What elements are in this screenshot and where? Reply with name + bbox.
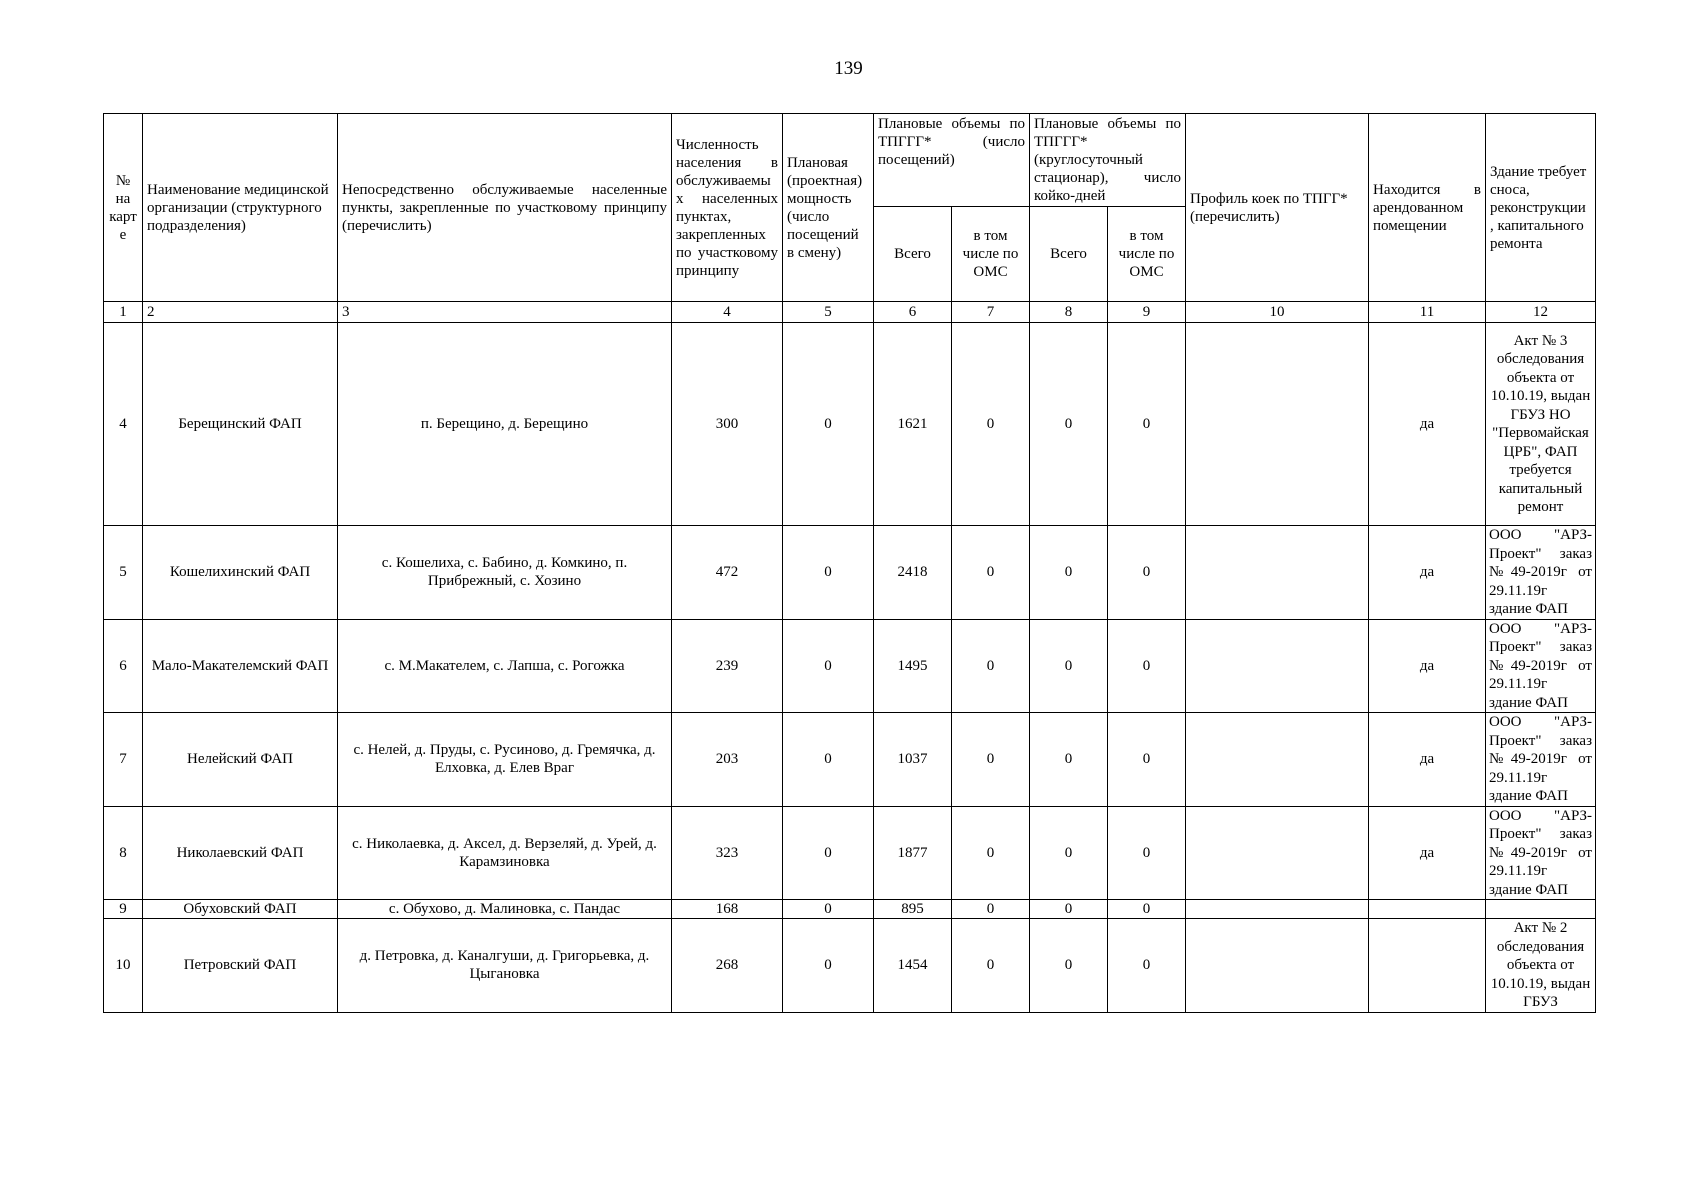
row-organization: Обуховский ФАП [143, 900, 338, 919]
header-planned-visits: Плановые объемы по ТПГГГ* (число посещений) [874, 114, 1030, 207]
row-number: 5 [104, 526, 143, 620]
row-number: 7 [104, 713, 143, 807]
row-renovation-remark: ООО "АРЗ-Проект" заказ №49-2019г от 29.11.19г здание ФАП [1486, 806, 1596, 900]
column-number: 1 [104, 302, 143, 323]
row-organization: Мало-Макателемский ФАП [143, 619, 338, 713]
row-settlements: с. М.Макателем, с. Лапша, с. Рогожка [338, 619, 672, 713]
row-renovation-remark: Акт № 3 обследования объекта от 10.10.19, выдан ГБУЗ НО "Первомайская ЦРБ", ФАП требуется капитальный ремонт [1486, 323, 1596, 526]
row-settlements: с. Николаевка, д. Аксел, д. Верзеляй, д. Урей, д. Карамзиновка [338, 806, 672, 900]
row-visits-oms: 0 [952, 526, 1030, 620]
row-visits-oms: 0 [952, 919, 1030, 1013]
table-row [104, 806, 1596, 900]
row-number: 9 [104, 900, 143, 919]
row-visits-oms: 0 [952, 323, 1030, 526]
header-visits-oms: в том числе по ОМС [952, 207, 1030, 302]
row-renovation-remark: ООО "АРЗ-Проект" заказ №49-2019г от 29.11.19г здание ФАП [1486, 713, 1596, 807]
row-bed-profile [1186, 526, 1369, 620]
row-rented [1369, 919, 1486, 1013]
header-bed-profile: Профиль коек по ТПГГ* (перечислить) [1186, 114, 1369, 302]
row-rented: да [1369, 526, 1486, 620]
row-organization: Николаевский ФАП [143, 806, 338, 900]
column-number: 12 [1486, 302, 1596, 323]
row-population: 203 [672, 713, 783, 807]
row-organization: Петровский ФАП [143, 919, 338, 1013]
row-organization: Нелейский ФАП [143, 713, 338, 807]
table-row [104, 619, 1596, 713]
row-bed-profile [1186, 323, 1369, 526]
row-number: 6 [104, 619, 143, 713]
row-bed-profile [1186, 713, 1369, 807]
row-number: 8 [104, 806, 143, 900]
row-beds-total: 0 [1030, 806, 1108, 900]
row-visits-oms: 0 [952, 900, 1030, 919]
row-settlements: д. Петровка, д. Каналгуши, д. Григорьевка, д. Цыгановка [338, 919, 672, 1013]
header-renovation: Здание требует сноса, реконструкции , капитального ремонта [1486, 114, 1596, 302]
row-population: 168 [672, 900, 783, 919]
row-beds-total: 0 [1030, 919, 1108, 1013]
row-visits-oms: 0 [952, 806, 1030, 900]
header-settlements: Непосредственно обслуживаемые населенные пункты, закрепленные по участковому принципу (перечислить) [338, 114, 672, 302]
header-beds-total: Всего [1030, 207, 1108, 302]
row-bed-profile [1186, 619, 1369, 713]
header-row-1 [104, 114, 1596, 207]
page-number: 139 [834, 58, 863, 79]
row-rented [1369, 900, 1486, 919]
row-visits-total: 1037 [874, 713, 952, 807]
row-bed-profile [1186, 919, 1369, 1013]
row-visits-total: 1495 [874, 619, 952, 713]
column-number-row [104, 302, 1596, 323]
row-rented: да [1369, 713, 1486, 807]
row-renovation-remark: Акт № 2 обследования объекта от 10.10.19, выдан ГБУЗ [1486, 919, 1596, 1013]
row-capacity: 0 [783, 806, 874, 900]
row-beds-oms: 0 [1108, 619, 1186, 713]
column-number: 3 [338, 302, 672, 323]
row-visits-oms: 0 [952, 713, 1030, 807]
header-organization: Наименование медицинской организации (структурного подразделения) [143, 114, 338, 302]
column-number: 4 [672, 302, 783, 323]
row-settlements: п. Берещино, д. Берещино [338, 323, 672, 526]
row-organization: Берещинский ФАП [143, 323, 338, 526]
row-beds-oms: 0 [1108, 806, 1186, 900]
table-row [104, 526, 1596, 620]
row-beds-oms: 0 [1108, 900, 1186, 919]
row-beds-oms: 0 [1108, 526, 1186, 620]
row-rented: да [1369, 323, 1486, 526]
facilities-table [103, 113, 1596, 1013]
row-renovation-remark: ООО "АРЗ-Проект" заказ №49-2019г от 29.11.19г здание ФАП [1486, 619, 1596, 713]
row-beds-oms: 0 [1108, 323, 1186, 526]
row-settlements: с. Кошелиха, с. Бабино, д. Комкино, п. Прибрежный, с. Хозино [338, 526, 672, 620]
column-number: 5 [783, 302, 874, 323]
row-number: 4 [104, 323, 143, 526]
table-row [104, 919, 1596, 1013]
row-capacity: 0 [783, 526, 874, 620]
row-rented: да [1369, 806, 1486, 900]
row-visits-total: 895 [874, 900, 952, 919]
row-settlements: с. Нелей, д. Пруды, с. Русиново, д. Гремячка, д. Елховка, д. Елев Враг [338, 713, 672, 807]
row-population: 239 [672, 619, 783, 713]
row-bed-profile [1186, 806, 1369, 900]
row-beds-oms: 0 [1108, 919, 1186, 1013]
column-number: 11 [1369, 302, 1486, 323]
row-visits-oms: 0 [952, 619, 1030, 713]
header-planned-beds: Плановые объемы по ТПГГГ* (круглосуточный стационар), число койко-дней [1030, 114, 1186, 207]
header-population: Численность населения в обслуживаемых населенных пунктах, закрепленных по участковому принципу [672, 114, 783, 302]
row-population: 323 [672, 806, 783, 900]
row-visits-total: 1454 [874, 919, 952, 1013]
column-number: 7 [952, 302, 1030, 323]
column-number: 10 [1186, 302, 1369, 323]
row-capacity: 0 [783, 713, 874, 807]
row-capacity: 0 [783, 919, 874, 1013]
header-visits-total: Всего [874, 207, 952, 302]
row-visits-total: 1877 [874, 806, 952, 900]
row-bed-profile [1186, 900, 1369, 919]
header-number: № на карте [104, 114, 143, 302]
column-number: 9 [1108, 302, 1186, 323]
column-number: 2 [143, 302, 338, 323]
header-rented: Находится в арендованном помещении [1369, 114, 1486, 302]
row-visits-total: 2418 [874, 526, 952, 620]
table-row [104, 323, 1596, 526]
header-beds-oms: в том числе по ОМС [1108, 207, 1186, 302]
column-number: 8 [1030, 302, 1108, 323]
header-capacity: Плановая (проектная) мощность (число посещений в смену) [783, 114, 874, 302]
row-beds-total: 0 [1030, 713, 1108, 807]
row-renovation-remark [1486, 900, 1596, 919]
row-rented: да [1369, 619, 1486, 713]
column-number: 6 [874, 302, 952, 323]
row-beds-total: 0 [1030, 900, 1108, 919]
row-beds-total: 0 [1030, 323, 1108, 526]
row-population: 268 [672, 919, 783, 1013]
row-beds-total: 0 [1030, 619, 1108, 713]
row-settlements: с. Обухово, д. Малиновка, с. Пандас [338, 900, 672, 919]
row-capacity: 0 [783, 619, 874, 713]
row-beds-oms: 0 [1108, 713, 1186, 807]
row-population: 300 [672, 323, 783, 526]
row-beds-total: 0 [1030, 526, 1108, 620]
row-capacity: 0 [783, 900, 874, 919]
row-capacity: 0 [783, 323, 874, 526]
table-row [104, 900, 1596, 919]
table-row [104, 713, 1596, 807]
row-number: 10 [104, 919, 143, 1013]
row-visits-total: 1621 [874, 323, 952, 526]
row-organization: Кошелихинский ФАП [143, 526, 338, 620]
row-renovation-remark: ООО "АРЗ-Проект" заказ №49-2019г от 29.11.19г здание ФАП [1486, 526, 1596, 620]
row-population: 472 [672, 526, 783, 620]
